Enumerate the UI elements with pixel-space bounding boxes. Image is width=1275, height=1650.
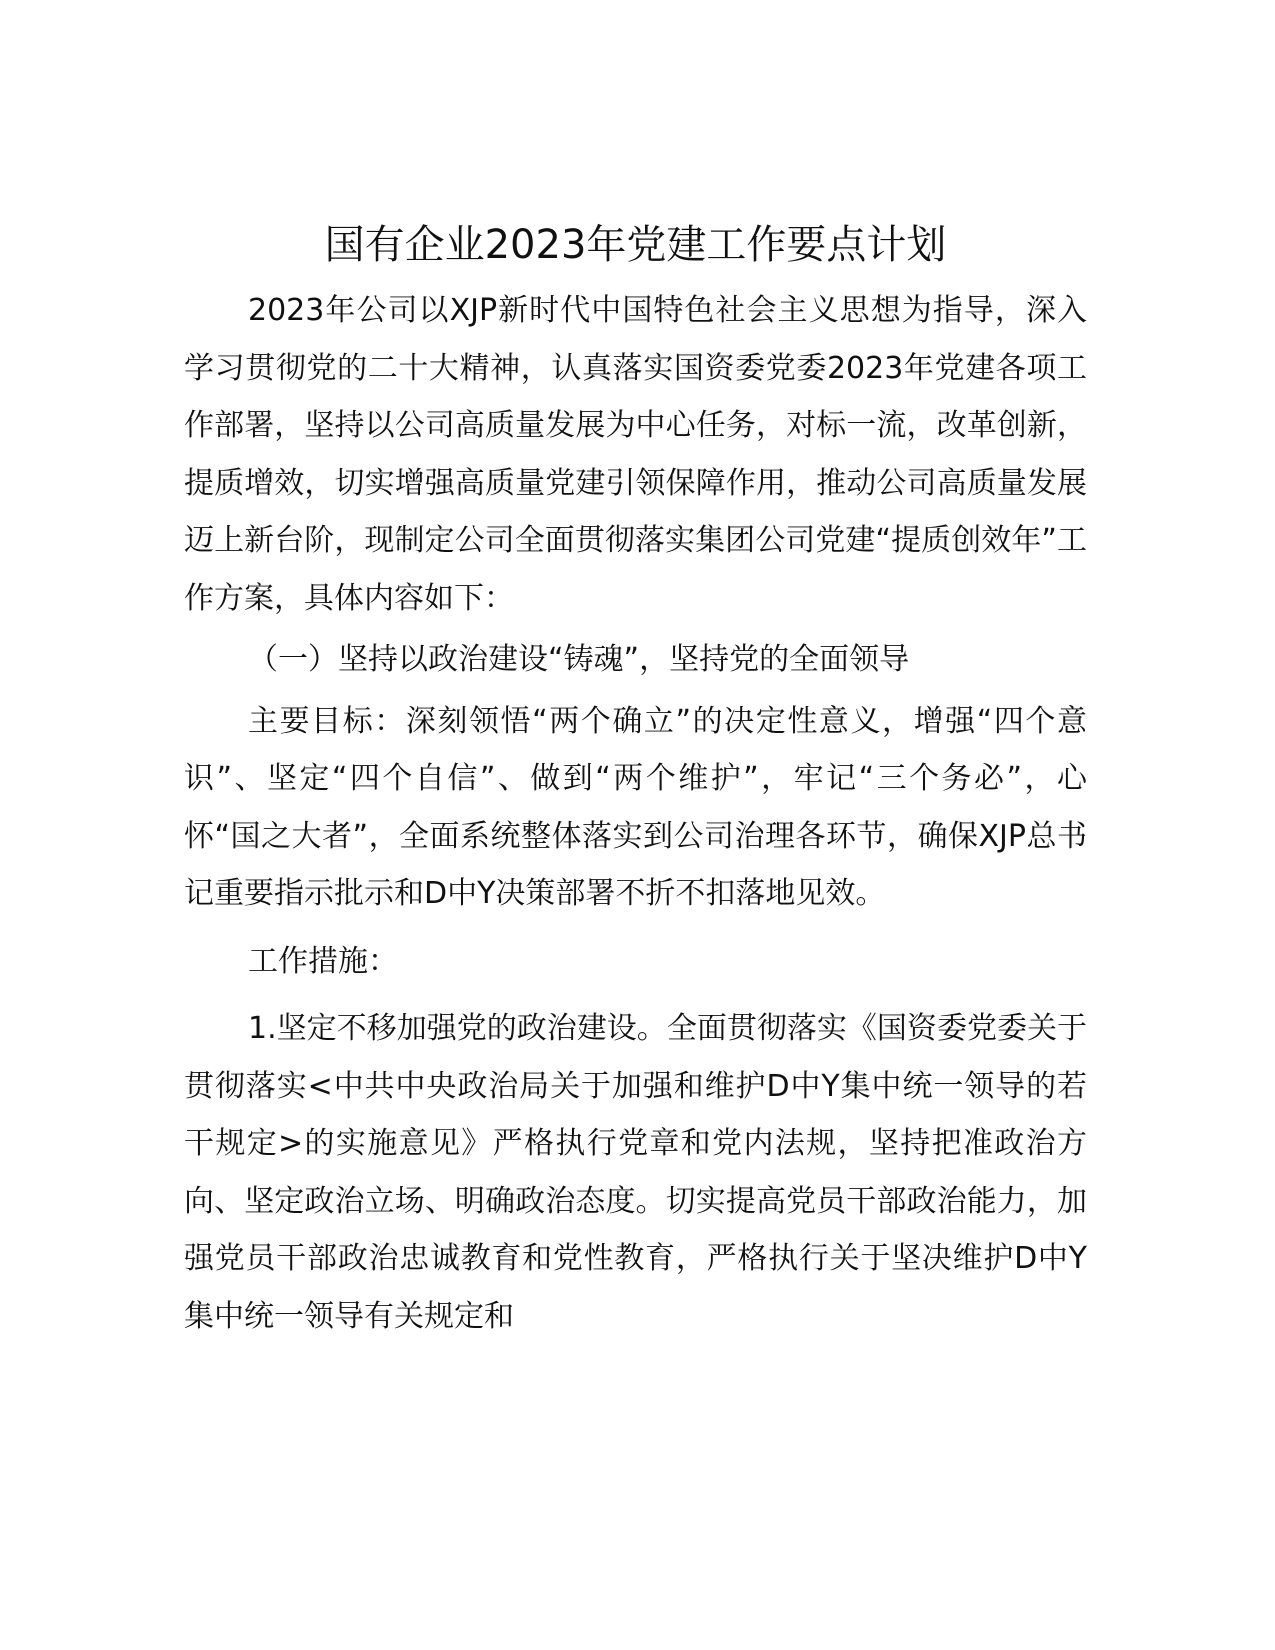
document-page — [184, 212, 1087, 1345]
document-title: 国有企业2023年党建工作要点计划 — [324, 222, 947, 268]
main-goal-paragraph: 主要目标：深刻领悟“两个确立”的决定性意义，增强“四个意识”、坚定“四个自信”、做到“两个维护”，牢记“三个务必”，心怀“国之大者”，全面系统整体落实到公司治理各环节，确保XJP总书记重要指示批示和D中Y决策部署不折不扣落地见效。 — [184, 703, 1087, 911]
section-heading-1: （一）坚持以政治建设“铸魂”，坚持党的全面领导 — [248, 642, 910, 677]
intro-paragraph: 2023年公司以XJP新时代中国特色社会主义思想为指导，深入学习贯彻党的二十大精神，认真落实国资委党委2023年党建各项工作部署，坚持以公司高质量发展为中心任务，对标一流，改革创新，提质增效，切实增强高质量党建引领保障作用，推动公司高质量发展迈上新台阶，现制定公司全面贯彻落实集团公司党建“提质创效年”工作方案，具体内容如下： — [184, 293, 1087, 616]
work-measures-label: 工作措施： — [248, 943, 398, 979]
measure-1-paragraph: 1.坚定不移加强党的政治建设。全面贯彻落实《国资委党委关于贯彻落实<中共中央政治局关于加强和维护D中Y集中统一领导的若干规定>的实施意见》严格执行党章和党内法规，坚持把准政治方向、坚定政治立场、明确政治态度。切实提高党员干部政治能力，加强党员干部政治忠诚教育和党性教育，严格执行关于坚决维护D中Y集中统一领导有关规定和 — [184, 1011, 1087, 1334]
